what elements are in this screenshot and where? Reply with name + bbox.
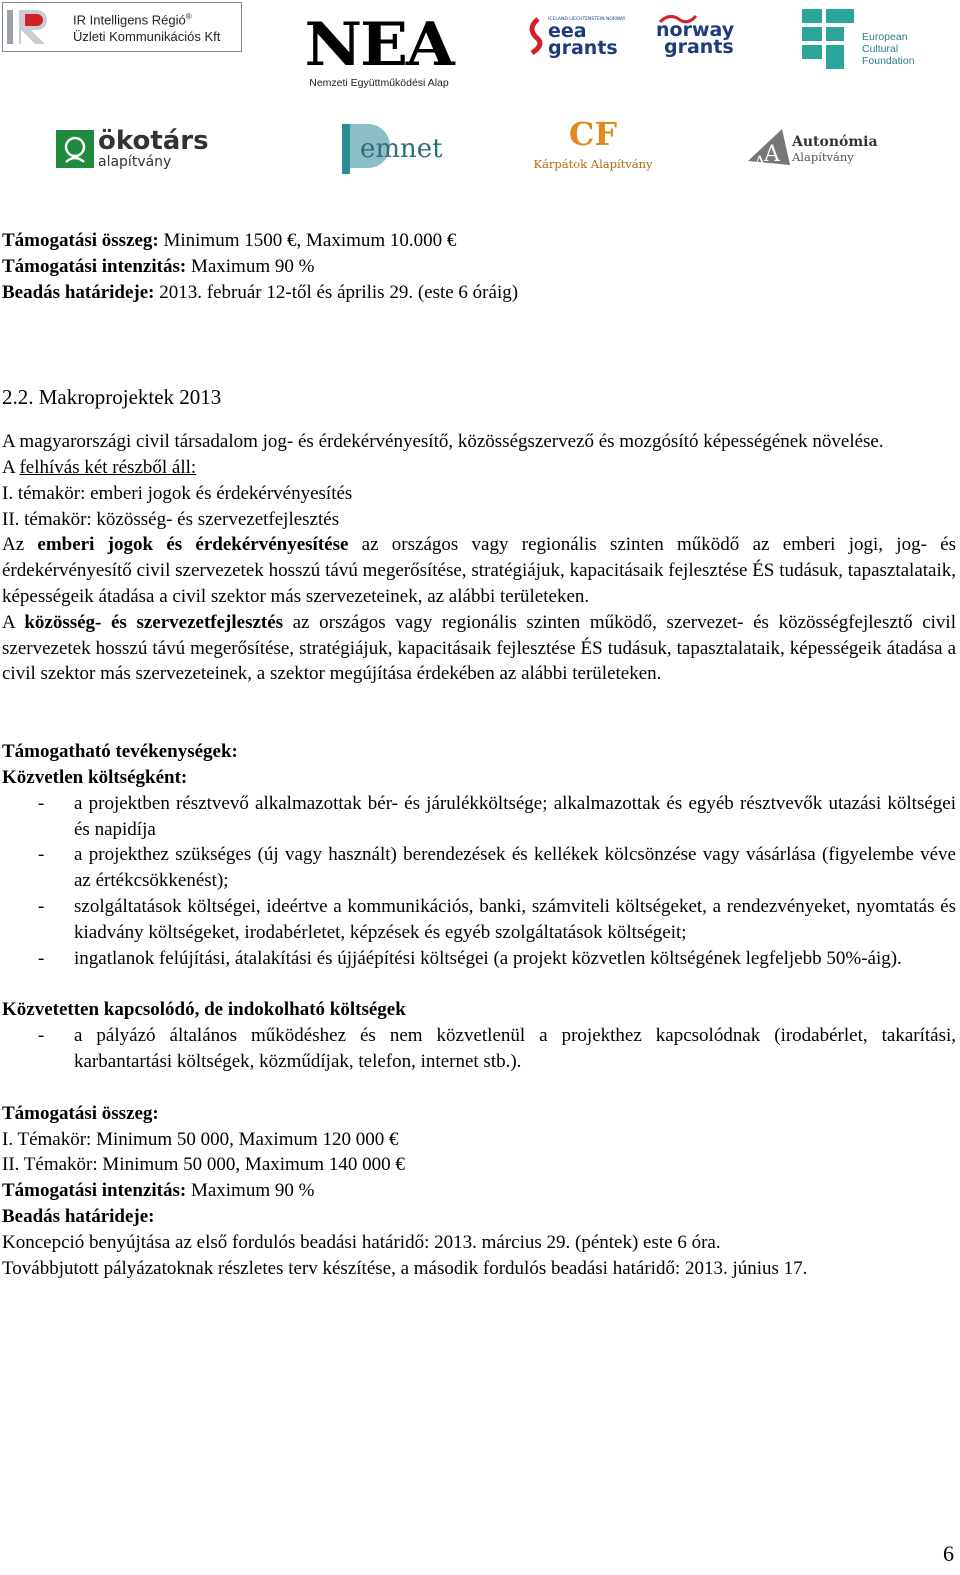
document-body <box>2 228 956 1281</box>
nea-subtitle: Nemzeti Együttműködési Alap <box>309 77 449 89</box>
item-text: a projekthez szükséges (új vagy használt) berendezések és kellékek kölcsönzése vagy vásárlása (figyelembe véve az értékcsökkenést); <box>74 844 956 892</box>
ir-logo <box>2 2 242 52</box>
p1-a: Az <box>2 534 38 556</box>
section1-deadline <box>2 280 956 306</box>
intro-paragraph: A magyarországi civil társadalom jog- és érdekérvényesítő, közösségszervező és mozgósító képességének növelése. <box>2 431 884 453</box>
okotars-mark-icon <box>56 130 94 168</box>
item-text: a projektben résztvevő alkalmazottak bér- és járulékköltsége; alkalmazottak és egyéb résztvevők utazási költségei és napidíja <box>74 792 956 840</box>
indirect-costs-list <box>2 1023 956 1075</box>
eea-word: eea <box>548 20 587 42</box>
p1-bold: emberi jogok és érdekérvényesítése <box>37 534 349 556</box>
label: Támogatási intenzitás: <box>2 255 187 277</box>
call-prefix: A <box>2 456 20 478</box>
eea-grants-logo <box>524 14 634 60</box>
svg-text:A: A <box>764 142 780 167</box>
karpatok-mark: CF <box>568 115 618 153</box>
eea-countries: ICELAND LIECHTENSTEIN NORWAY <box>548 17 626 22</box>
eea-grants-word: grants <box>548 37 618 59</box>
topic-1: I. témakör: emberi jogok és érdekérvényesítés <box>2 482 353 504</box>
dash-bullet: - <box>38 947 45 969</box>
ecf-mark-icon <box>800 7 858 71</box>
direct-costs-list <box>2 791 956 972</box>
community-paragraph <box>2 610 956 687</box>
label: Beadás határideje: <box>2 281 155 303</box>
value: 2013. február 12-től és április 29. (este 6 óráig) <box>154 281 519 303</box>
activities-heading: Támogatható tevékenységek: <box>2 741 238 763</box>
label: Támogatási összeg: <box>2 230 159 251</box>
p2-a: A <box>2 611 25 633</box>
autonomia-logo <box>748 124 878 174</box>
okotars-name: ökotárs <box>98 126 209 156</box>
karpatok-logo <box>528 112 658 178</box>
norway-grants-word: grants <box>664 36 734 58</box>
dash-bullet: - <box>38 1025 45 1047</box>
amount-heading: Támogatási összeg: <box>2 1102 159 1124</box>
okotars-subtitle: alapítvány <box>98 154 172 170</box>
p2-b: az országos vagy regionális szinten működő, szervezet- és közösségfejlesztő civil szervezetek hosszú távú megerősítése, stratégiájuk, kapacitásaik fejlesztése ÉS tudásuk, tapasztalataik, képességeik átadása a civil szektor más szervezeteinek, a szektor megújítása érdekében az alábbi területeken. <box>2 611 956 685</box>
norway-grants-logo <box>656 14 760 58</box>
eea-flag-icon <box>524 15 548 59</box>
european-cultural-foundation-logo <box>800 6 920 72</box>
page-number: 6 <box>943 1541 954 1566</box>
value: Maximum 90 % <box>186 255 315 277</box>
indirect-costs-heading: Közvetetten kapcsolódó, de indokolható költségek <box>2 999 406 1021</box>
p1-b: az országos vagy regionális szinten működő az emberi jogi, jog- és érdekérvényesítő civil szervezetek hosszú távú megerősítése, stratégiájuk, kapacitásaik fejlesztése ÉS tudásuk, tapasztalataik, képességeik átadása a civil szektor más szervezeteinek, az alábbi területeken. <box>2 534 956 607</box>
autonomia-subtitle: Alapítvány <box>792 150 854 164</box>
autonomia-name: Autonómia <box>792 134 878 150</box>
call-underlined: felhívás két részből áll: <box>19 456 197 478</box>
human-rights-paragraph <box>2 532 956 609</box>
direct-costs-heading: Közvetlen költségként: <box>2 766 188 788</box>
norway-swoosh-icon <box>658 14 698 24</box>
section-heading: 2.2. Makroprojektek 2013 <box>2 385 222 410</box>
list-item <box>2 1023 956 1075</box>
p2-bold: közösség- és szervezetfejlesztés <box>24 611 284 633</box>
list-item <box>2 842 956 894</box>
dash-bullet: - <box>38 844 45 866</box>
label: Támogatási intenzitás: <box>2 1180 187 1202</box>
norway-word: norway <box>656 19 735 41</box>
section1-intensity <box>2 254 956 280</box>
dash-bullet: - <box>38 792 45 814</box>
ir-subtitle: Üzleti Kommunikációs Kft <box>73 28 221 44</box>
nea-logo <box>294 10 464 96</box>
amount-topic-1: I. Témakör: Minimum 50 000, Maximum 120 000 € <box>2 1128 399 1150</box>
call-line <box>2 455 956 481</box>
intensity-line <box>2 1178 956 1204</box>
emnet-logo <box>342 120 442 178</box>
ir-name: IR Intelligens Régió <box>73 12 186 28</box>
svg-text:A: A <box>754 152 766 171</box>
ecf-line1: European <box>862 31 908 43</box>
okotars-logo <box>56 124 216 174</box>
value: Maximum 90 % <box>186 1180 315 1202</box>
autonomia-mark-icon <box>748 125 790 173</box>
value: Minimum 1500 €, Maximum 10.000 € <box>158 230 457 251</box>
ecf-line2: Cultural <box>862 43 899 55</box>
deadline-line-2: Továbbjutott pályázatoknak részletes terv készítése, a második fordulós beadási határidő: 2013. június 17. <box>2 1257 808 1279</box>
item-text: a pályázó általános működéshez és nem közvetlenül a projekthez kapcsolódnak (irodabérlet, takarítási, karbantartási költségek, közműdíjak, telefon, internet stb.). <box>74 1025 956 1072</box>
list-item <box>2 791 956 843</box>
karpatok-name: Kárpátok Alapítvány <box>533 157 653 171</box>
item-text: szolgáltatások költségei, ideértve a kommunikációs, banki, számviteli költségeket, a rendezvényeket, nyomtatás és kiadvány költségeket, irodabérletet, képzések és egyéb szolgáltatások költségeit; <box>74 895 956 943</box>
list-item <box>2 946 956 972</box>
amount-topic-2: II. Témakör: Minimum 50 000, Maximum 140 000 € <box>2 1154 405 1176</box>
item-text: ingatlanok felújítási, átalakítási és újjáépítési költségei (a projekt közvetlen költségének legfeljebb 50%-áig). <box>74 947 902 969</box>
nea-title: NEA <box>304 10 454 80</box>
list-item <box>2 894 956 946</box>
ecf-line3: Foundation <box>862 55 915 67</box>
ir-registered-mark: ® <box>185 12 192 22</box>
section1-amount <box>2 228 956 254</box>
deadline-heading: Beadás határideje: <box>2 1205 155 1227</box>
deadline-line-1: Koncepció benyújtása az első fordulós beadási határidő: 2013. március 29. (péntek) este 6 óra. <box>2 1231 721 1253</box>
topic-2: II. témakör: közösség- és szervezetfejlesztés <box>2 508 340 530</box>
emnet-text: emnet <box>360 134 443 164</box>
ir-mark-icon <box>3 4 73 50</box>
dash-bullet: - <box>38 895 45 917</box>
